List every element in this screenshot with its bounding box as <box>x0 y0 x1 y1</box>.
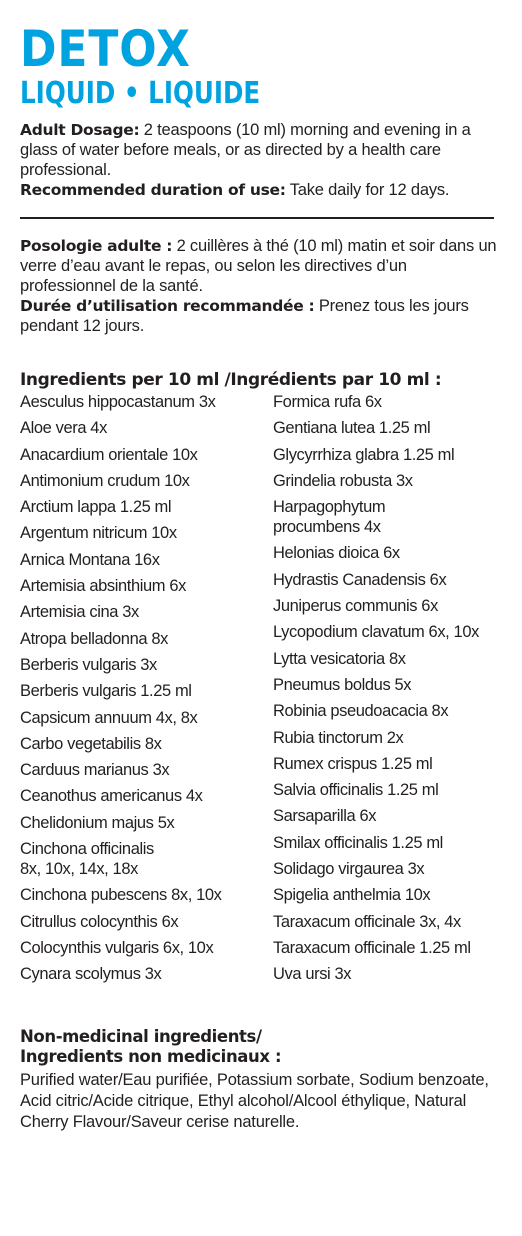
ingredient-item: Carduus marianus 3x <box>20 761 170 780</box>
duration-text-en: Take daily for 12 days. <box>285 181 450 199</box>
ingredient-item: Lycopodium clavatum 6x, 10x <box>273 623 479 642</box>
ingredient-item: Cinchona pubescens 8x, 10x <box>20 886 222 905</box>
adult-dosage-label-en: Adult Dosage: <box>20 121 140 139</box>
ingredient-item: Smilax officinalis 1.25 ml <box>273 833 443 852</box>
non-medicinal-text: Purified water/Eau purifiée, Potassium sorbate, Sodium benzoate, Acid citric/Acide citrique, Ethyl alcohol/Alcool éthylique, Natural Cherry Flavour/Saveur cerise naturelle. <box>20 1070 489 1131</box>
ingredient-item: Lytta vesicatoria 8x <box>273 649 406 668</box>
ingredient-item: Arctium lappa 1.25 ml <box>20 498 172 517</box>
adult-dosage-en <box>20 120 502 180</box>
ingredient-item: Colocynthis vulgaris 6x, 10x <box>20 938 214 957</box>
ingredient-item: Glycyrrhiza glabra 1.25 ml <box>273 445 455 464</box>
product-title: DETOX <box>20 20 191 78</box>
ingredient-item: Arnica Montana 16x <box>20 550 160 569</box>
ingredient-item: Solidago virgaurea 3x <box>273 860 425 879</box>
duration-label-en: Recommended duration of use: <box>20 181 286 199</box>
adult-dosage-text-fr: 2 cuillères à thé (10 ml) matin et soir dans un verre d’eau avant le repas, ou selon les directives d’un professionnel de la santé. <box>20 237 497 295</box>
duration-label-fr: Durée d’utilisation recommandée : <box>20 297 315 315</box>
ingredient-item: Helonias dioica 6x <box>273 544 400 563</box>
ingredient-item: Spigelia anthelmia 10x <box>273 886 431 905</box>
ingredient-item: Grindelia robusta 3x <box>273 471 413 490</box>
ingredient-item: Gentiana lutea 1.25 ml <box>273 419 431 438</box>
ingredient-item: Taraxacum officinale 1.25 ml <box>273 938 471 957</box>
ingredient-item: Cinchona officinalis 8x, 10x, 14x, 18x <box>20 840 154 879</box>
ingredient-item: Sarsaparilla 6x <box>273 807 377 826</box>
ingredient-item: Berberis vulgaris 1.25 ml <box>20 682 192 701</box>
duration-fr <box>20 296 502 336</box>
ingredient-item: Aesculus hippocastanum 3x <box>20 393 216 411</box>
ingredient-item: Capsicum annuum 4x, 8x <box>20 708 198 727</box>
non-medicinal-heading-fr: Ingredients non medicinaux : <box>20 1046 282 1066</box>
ingredient-item: Juniperus communis 6x <box>273 597 438 616</box>
ingredient-item: Aloe vera 4x <box>20 419 107 438</box>
ingredients-heading: Ingredients per 10 ml /Ingrédients par 10 ml : <box>20 370 442 390</box>
ingredient-item: Rumex crispus 1.25 ml <box>273 754 433 773</box>
ingredient-item: Pneumus boldus 5x <box>273 675 412 694</box>
ingredient-item: Carbo vegetabilis 8x <box>20 734 162 753</box>
ingredient-item: Cynara scolymus 3x <box>20 965 162 984</box>
non-medicinal-heading-en: Non-medicinal ingredients/ <box>20 1026 262 1046</box>
adult-dosage-fr <box>20 236 502 296</box>
ingredient-item: Uva ursi 3x <box>273 965 352 984</box>
duration-text-fr: Prenez tous les jours pendant 12 jours. <box>20 297 469 335</box>
ingredient-item: Antimonium crudum 10x <box>20 471 190 490</box>
adult-dosage-label-fr: Posologie adulte : <box>20 237 173 255</box>
ingredients-column-right <box>273 392 502 991</box>
ingredient-item: Atropa belladonna 8x <box>20 629 168 648</box>
ingredient-item: Taraxacum officinale 3x, 4x <box>273 912 461 931</box>
ingredient-item: Anacardium orientale 10x <box>20 445 198 464</box>
ingredient-item: Berberis vulgaris 3x <box>20 655 157 674</box>
ingredients-column-left <box>20 392 273 991</box>
french-directions <box>20 236 502 336</box>
duration-en <box>20 180 502 200</box>
ingredient-item: Robinia pseudoacacia 8x <box>273 702 449 721</box>
ingredient-item: Artemisia absinthium 6x <box>20 577 186 596</box>
ingredient-item: Chelidonium majus 5x <box>20 813 175 832</box>
ingredient-item: Salvia officinalis 1.25 ml <box>273 781 439 800</box>
ingredient-item: Rubia tinctorum 2x <box>273 728 404 747</box>
section-divider <box>20 217 494 219</box>
ingredient-item: Harpagophytum procumbens 4x <box>273 498 386 537</box>
ingredient-item: Artemisia cina 3x <box>20 603 139 622</box>
product-subtitle: LIQUID • LIQUIDE <box>20 76 261 111</box>
ingredient-item: Argentum nitricum 10x <box>20 524 177 543</box>
ingredient-item: Ceanothus americanus 4x <box>20 787 203 806</box>
english-directions <box>20 120 502 200</box>
adult-dosage-text-en: 2 teaspoons (10 ml) morning and evening in a glass of water before meals, or as directed by a health care professional. <box>20 121 471 179</box>
product-label <box>20 22 502 1133</box>
ingredients-list <box>20 392 502 991</box>
ingredient-item: Hydrastis Canadensis 6x <box>273 570 447 589</box>
ingredient-item: Citrullus colocynthis 6x <box>20 912 179 931</box>
non-medicinal-heading <box>20 1027 502 1067</box>
ingredient-item: Formica rufa 6x <box>273 393 382 411</box>
